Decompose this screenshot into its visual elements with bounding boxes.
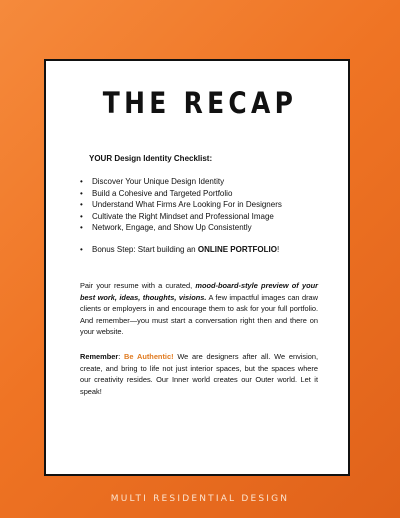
- checklist-item: • Discover Your Unique Design Identity: [80, 176, 282, 188]
- checklist-item: • Build a Cohesive and Targeted Portfolio: [80, 188, 282, 200]
- bonus-suffix: !: [276, 245, 280, 254]
- paragraph-rest: A few impactful images can draw clients or employers in and encourage them to ask for your full portfolio. And remember—you must start a conversation right then and there on your website.: [80, 292, 318, 336]
- checklist: [80, 176, 282, 234]
- remember-label: Remember: [80, 352, 119, 361]
- checklist-item: • Network, Engage, and Show Up Consistently: [80, 222, 282, 234]
- page-title: THE RECAP: [102, 86, 298, 120]
- paragraph-intro: Pair your resume with a curated,: [80, 281, 196, 290]
- remember-rest: We are designers after all. We envision, create, and bring to life not just interior spaces, but the spaces where our creativity resides. Our Inner world creates our Outer world. Let it speak!: [80, 352, 319, 396]
- bonus-step: [80, 245, 279, 254]
- recap-card: [44, 59, 350, 476]
- be-authentic-text: Be Authentic!: [124, 352, 174, 361]
- paragraph-emphasis: mood-board-style preview of your best work, ideas, thoughts, visions.: [80, 281, 318, 302]
- bonus-highlight: ONLINE PORTFOLIO: [197, 245, 277, 254]
- checklist-item: • Cultivate the Right Mindset and Professional Image: [80, 211, 282, 223]
- remember-paragraph: [80, 351, 318, 397]
- portfolio-paragraph: [80, 280, 318, 338]
- bonus-prefix: Bonus Step: Start building an: [92, 245, 198, 254]
- checklist-item: • Understand What Firms Are Looking For in Designers: [80, 199, 282, 211]
- checklist-heading: YOUR Design Identity Checklist:: [89, 154, 213, 163]
- footer-brand: MULTI RESIDENTIAL DESIGN: [110, 494, 290, 504]
- remember-separator: :: [118, 352, 125, 361]
